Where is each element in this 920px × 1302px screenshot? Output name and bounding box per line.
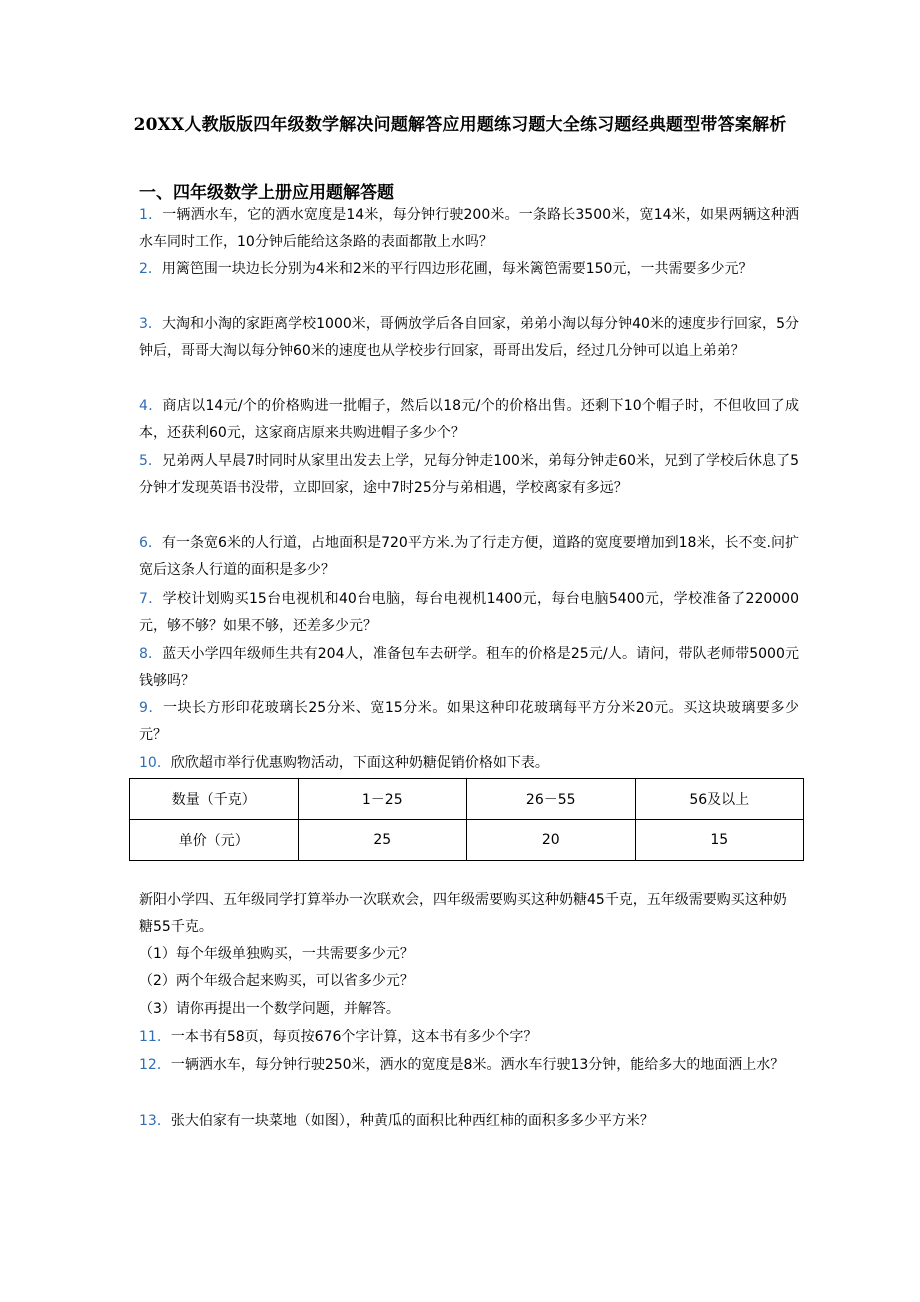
table-cell: 25 (298, 820, 467, 861)
price-table (129, 778, 804, 861)
question-7 (139, 586, 799, 640)
question-number: 8． (139, 646, 163, 662)
table-cell: 1－25 (298, 779, 467, 820)
question-10 (139, 750, 799, 777)
question-10-sub-1: （1）每个年级单独购买，一共需要多少元？ (139, 946, 414, 962)
question-text: 一辆洒水车，它的洒水宽度是14米，每分钟行驶200米。一条路长3500米，宽14米，如果两辆这种洒水车同时工作，10分钟后能给这条路的表面都散上水吗？ (139, 207, 799, 250)
table-cell: 26－55 (467, 779, 636, 820)
question-text: 用篱笆围一块边长分别为4米和2米的平行四边形花圃，每米篱笆需要150元，一共需要多少元？ (161, 261, 753, 277)
question-number: 5． (139, 453, 162, 469)
question-number: 13． (139, 1113, 171, 1129)
question-6 (139, 530, 799, 584)
question-number: 4． (139, 398, 163, 414)
question-number: 12． (139, 1057, 171, 1073)
question-4 (139, 393, 799, 447)
table-cell: 数量（千克） (130, 779, 299, 820)
question-3 (139, 311, 799, 365)
question-number: 1． (139, 207, 163, 223)
question-text: 有一条宽6米的人行道，占地面积是720平方米.为了行走方便，道路的宽度要增加到18米，长不变.问扩宽后这条人行道的面积是多少？ (139, 535, 799, 578)
question-text: 张大伯家有一块菜地（如图），种黄瓜的面积比种西红柿的面积多多少平方米？ (170, 1113, 654, 1129)
question-number: 7． (139, 591, 163, 607)
question-10-sub-3: （3）请你再提出一个数学问题，并解答。 (139, 1001, 400, 1017)
question-text: 欣欣超市举行优惠购物活动，下面这种奶糖促销价格如下表。 (170, 755, 549, 771)
question-10-description: 新阳小学四、五年级同学打算举办一次联欢会，四年级需要购买这种奶糖45千克，五年级需要购买这种奶糖55千克。 (139, 892, 787, 935)
question-number: 10． (139, 755, 171, 771)
question-text: 一辆洒水车，每分钟行驶250米，洒水的宽度是8米。洒水车行驶13分钟，能给多大的地面洒上水？ (170, 1057, 785, 1073)
question-text: 大淘和小淘的家距离学校1000米，哥俩放学后各自回家，弟弟小淘以每分钟40米的速度步行回家，5分钟后，哥哥大淘以每分钟60米的速度也从学校步行回家，哥哥出发后，经过几分钟可以追上弟弟？ (139, 316, 799, 359)
table-cell: 56及以上 (635, 779, 804, 820)
question-text: 一本书有58页，每页按676个字计算，这本书有多少个字？ (170, 1029, 538, 1045)
question-number: 2． (139, 261, 162, 277)
question-8 (139, 641, 799, 695)
question-number: 3． (139, 316, 162, 332)
question-text: 蓝天小学四年级师生共有204人，准备包车去研学。租车的价格是25元/人。请问，带队老师带5000元钱够吗？ (139, 646, 799, 689)
question-number: 9． (139, 700, 163, 716)
question-13 (139, 1108, 799, 1135)
table-cell: 20 (467, 820, 636, 861)
question-5 (139, 448, 799, 502)
question-text: 商店以14元/个的价格购进一批帽子，然后以18元/个的价格出售。还剩下10个帽子时，不但收回了成本，还获利60元，这家商店原来共购进帽子多少个？ (139, 398, 799, 441)
question-11 (139, 1024, 799, 1051)
question-text: 学校计划购买15台电视机和40台电脑，每台电视机1400元，每台电脑5400元，学校准备了220000元，够不够？如果不够，还差多少元？ (139, 591, 799, 634)
table-cell: 15 (635, 820, 804, 861)
question-text: 一块长方形印花玻璃长25分米、宽15分米。如果这种印花玻璃每平方分米20元。买这块玻璃要多少元？ (139, 700, 799, 743)
question-2 (139, 256, 799, 283)
table-cell: 单价（元） (130, 820, 299, 861)
question-text: 兄弟两人早晨7时同时从家里出发去上学，兄每分钟走100米，弟每分钟走60米，兄到了学校后休息了5分钟才发现英语书没带，立即回家，途中7时25分与弟相遇，学校离家有多远？ (139, 453, 799, 496)
table-header-row (130, 779, 804, 820)
question-12 (139, 1052, 799, 1079)
question-number: 6． (139, 535, 162, 551)
document-title: 20XX人教版版四年级数学解决问题解答应用题练习题大全练习题经典题型带答案解析 (133, 115, 787, 135)
question-number: 11． (139, 1029, 171, 1045)
section-heading: 一、四年级数学上册应用题解答题 (139, 183, 394, 203)
question-10-sub-2: （2）两个年级合起来购买，可以省多少元？ (139, 973, 414, 989)
question-9 (139, 695, 799, 749)
question-1 (139, 202, 799, 256)
table-row (130, 820, 804, 861)
